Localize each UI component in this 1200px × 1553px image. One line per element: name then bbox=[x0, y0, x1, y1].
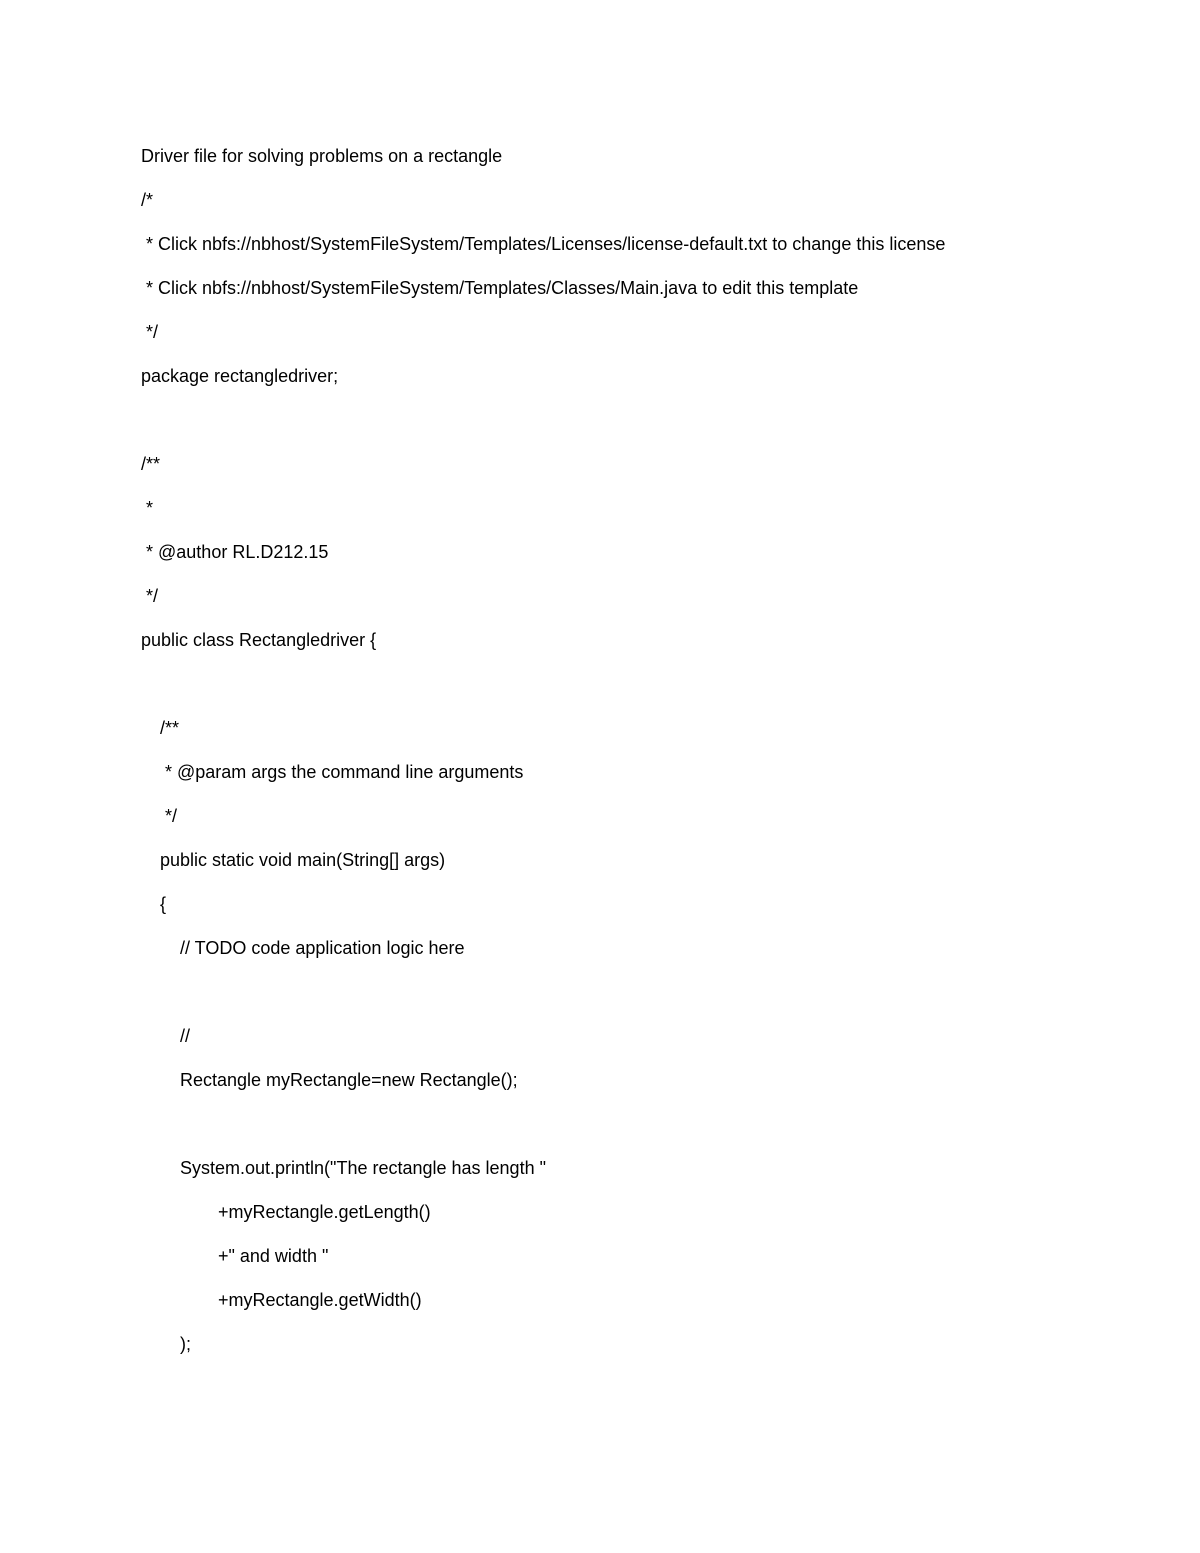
code-line: +" and width " bbox=[218, 1246, 329, 1266]
code-line: Rectangle myRectangle=new Rectangle(); bbox=[180, 1070, 518, 1090]
code-line: { bbox=[160, 894, 167, 914]
code-line: +myRectangle.getWidth() bbox=[218, 1290, 422, 1310]
code-line: /** bbox=[160, 718, 180, 738]
code-line: /* bbox=[141, 190, 154, 210]
code-line: public static void main(String[] args) bbox=[160, 850, 446, 870]
code-line: */ bbox=[141, 322, 159, 342]
code-line: ); bbox=[180, 1334, 191, 1354]
code-line: public class Rectangledriver { bbox=[141, 630, 377, 650]
code-line: // bbox=[180, 1026, 191, 1046]
code-line: package rectangledriver; bbox=[141, 366, 339, 386]
code-line: * @author RL.D212.15 bbox=[141, 542, 329, 562]
code-line: // TODO code application logic here bbox=[180, 938, 465, 958]
code-line: * bbox=[141, 498, 154, 518]
code-line: */ bbox=[160, 806, 178, 826]
document-title: Driver file for solving problems on a rectangle bbox=[141, 146, 503, 166]
code-line: * @param args the command line arguments bbox=[160, 762, 524, 782]
code-line: */ bbox=[141, 586, 159, 606]
code-line: System.out.println("The rectangle has length " bbox=[180, 1158, 546, 1178]
code-line: /** bbox=[141, 454, 161, 474]
code-line: * Click nbfs://nbhost/SystemFileSystem/Templates/Classes/Main.java to edit this template bbox=[141, 278, 859, 298]
code-line: +myRectangle.getLength() bbox=[218, 1202, 431, 1222]
code-line: * Click nbfs://nbhost/SystemFileSystem/Templates/Licenses/license-default.txt to change this license bbox=[141, 234, 946, 254]
